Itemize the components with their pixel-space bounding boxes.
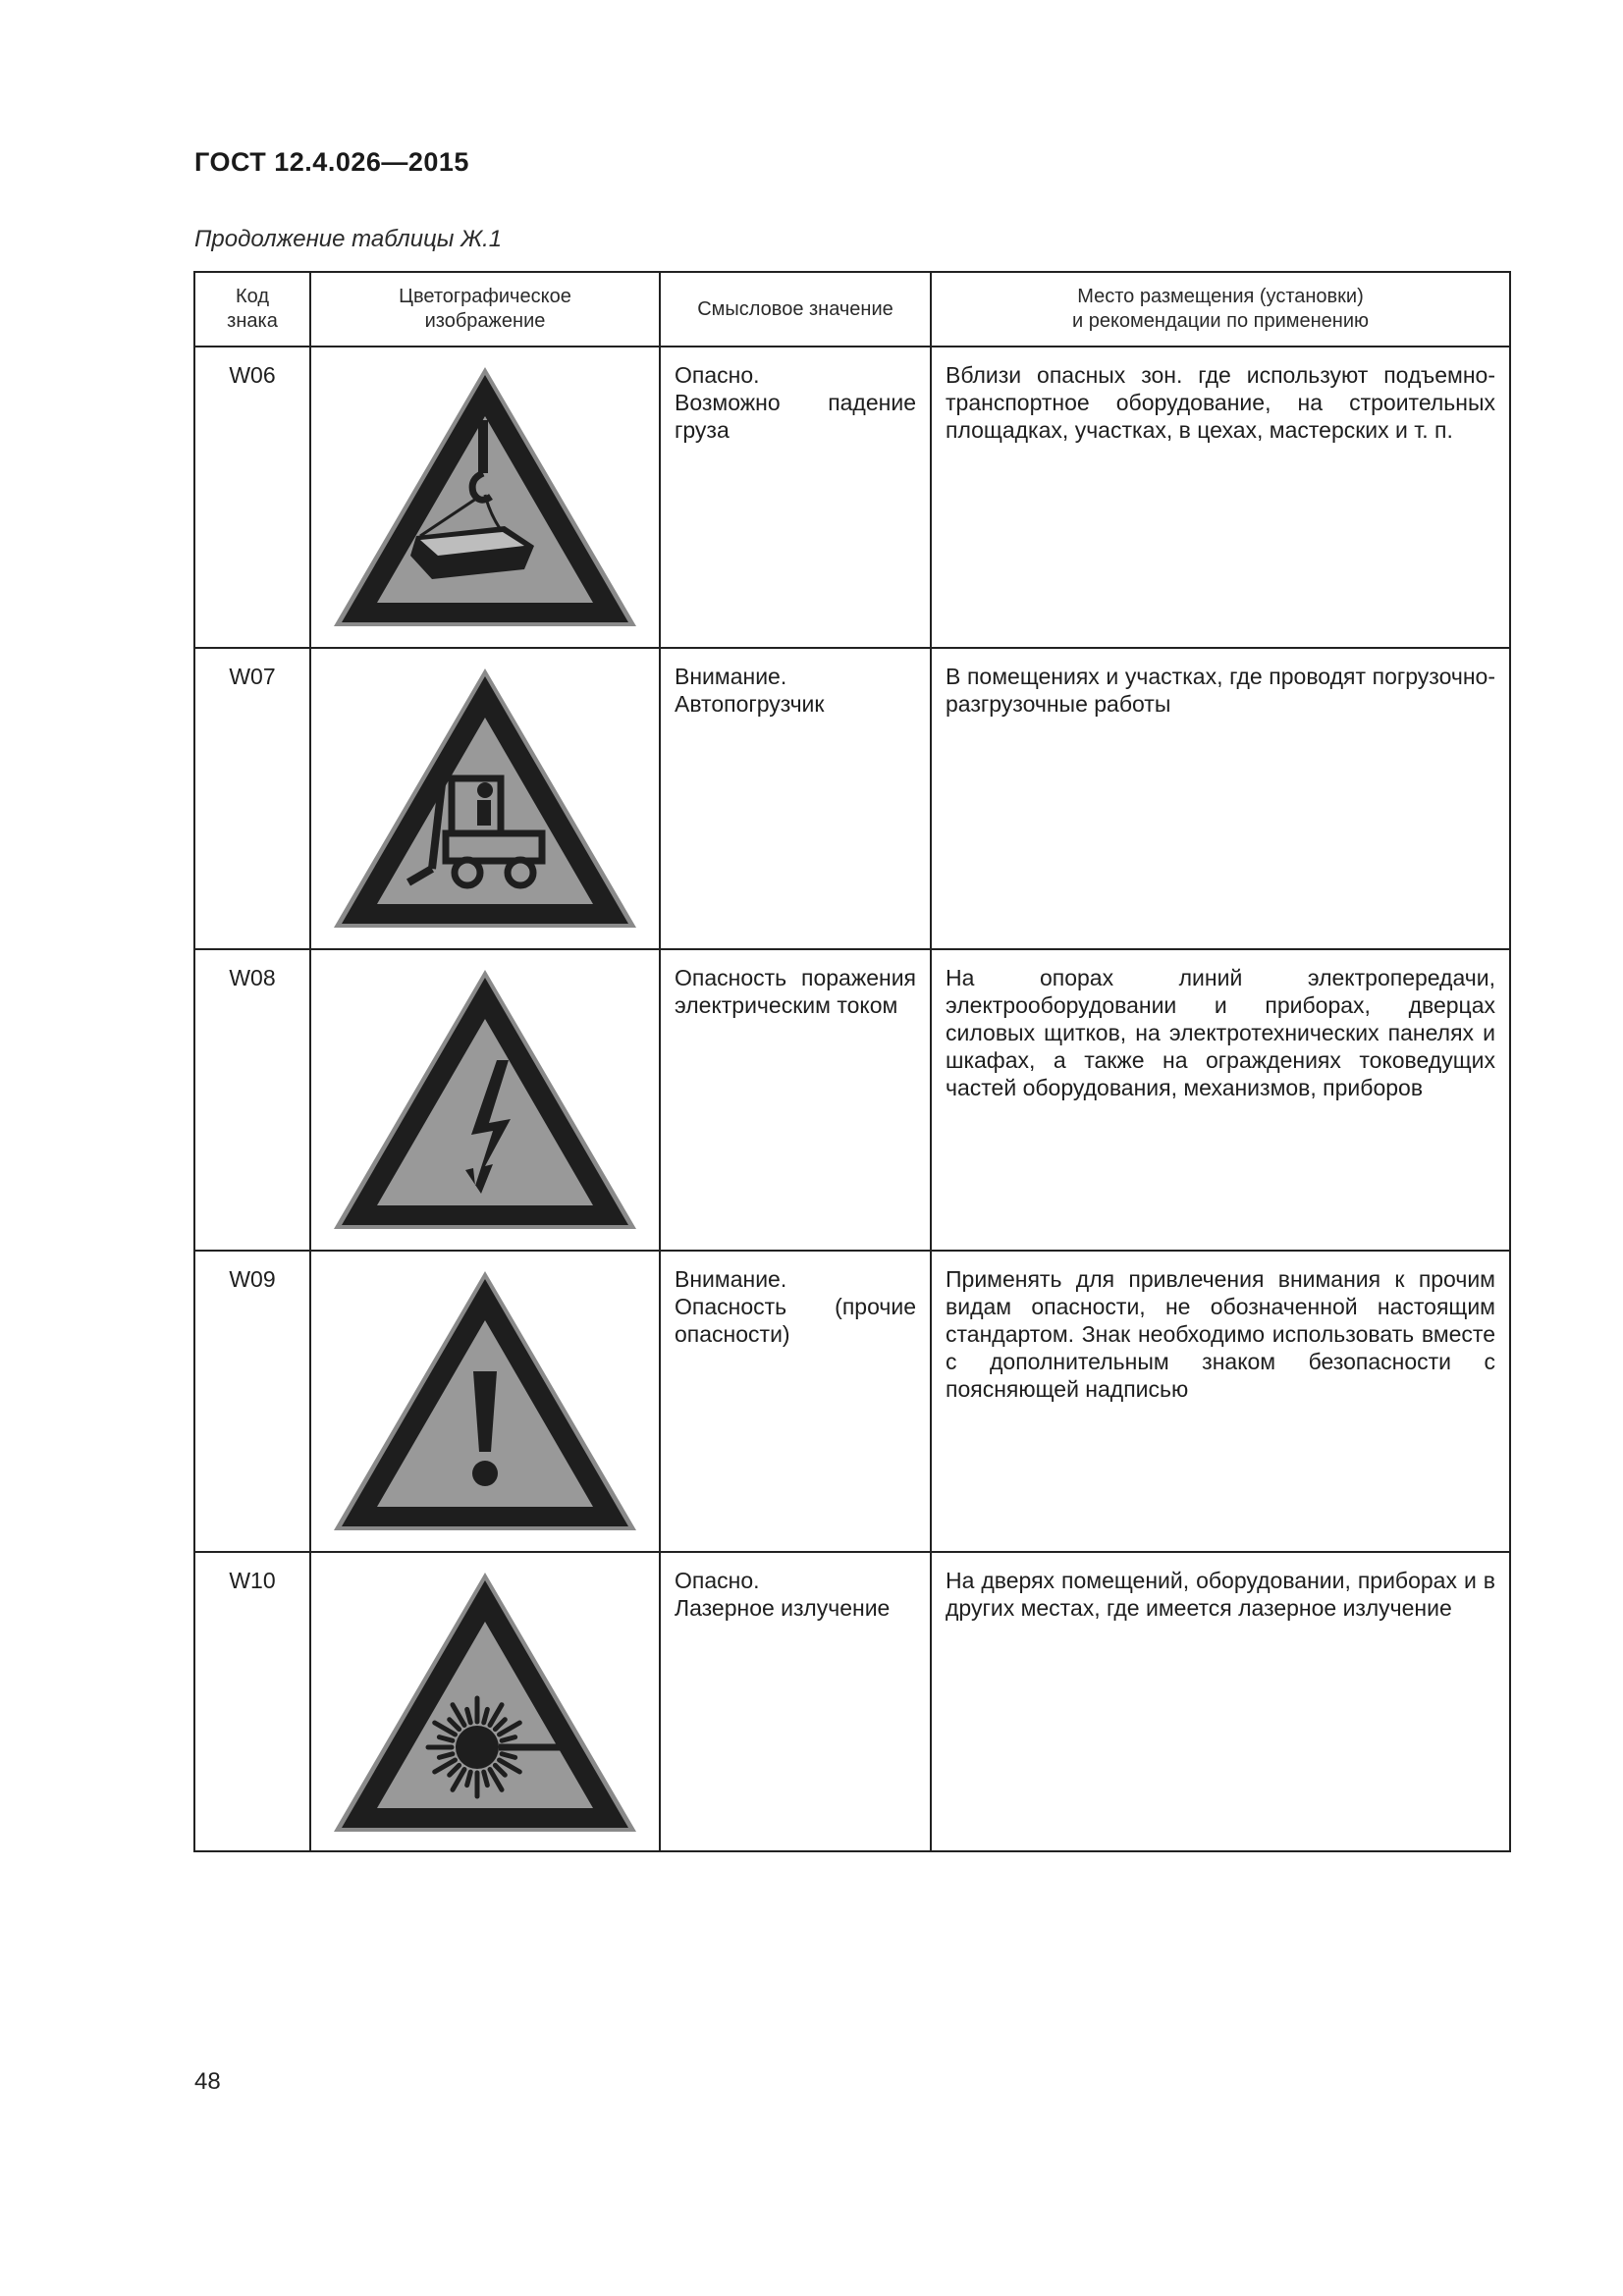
sign-image-cell bbox=[310, 1552, 660, 1851]
column-header-code-line-1: Код bbox=[235, 286, 269, 307]
sign-code: W06 bbox=[194, 347, 310, 648]
sign-image-cell bbox=[310, 949, 660, 1251]
table-header-row bbox=[194, 272, 1510, 347]
sign-meaning bbox=[660, 347, 931, 648]
table-row bbox=[194, 347, 1510, 648]
column-header-meaning bbox=[660, 272, 931, 347]
column-header-image-line-1: Цветографическое bbox=[399, 286, 571, 307]
column-header-placement-line-2: и рекомендации по применению bbox=[1071, 310, 1370, 332]
sign-placement: В помещениях и участках, где проводят погрузочно-разгрузочные работы bbox=[931, 648, 1510, 949]
meaning-line: Автопогрузчик bbox=[675, 691, 825, 717]
sign-image-cell bbox=[310, 648, 660, 949]
document-header: ГОСТ 12.4.026—2015 bbox=[194, 147, 469, 177]
exclamation-icon bbox=[328, 1263, 642, 1538]
column-header-placement-line-1: Место размещения (установки) bbox=[1077, 286, 1364, 307]
meaning-line: Внимание. bbox=[675, 1266, 787, 1292]
column-header-code bbox=[194, 272, 310, 347]
sign-placement: Применять для привлечения внимания к прочим видам опасности, не обозначенной настоящим стандартом. Знак необходимо использовать вместе с дополнительным знаком безопасности с поясняющей надписью bbox=[931, 1251, 1510, 1552]
sign-meaning bbox=[660, 648, 931, 949]
sign-placement: На опорах линий электропередачи, электрооборудовании и приборах, дверцах силовых щитков, на электротехнических панелях и шкафах, а также на ограждениях токоведущих частей оборудования, механизмов, приборов bbox=[931, 949, 1510, 1251]
table-row bbox=[194, 1251, 1510, 1552]
meaning-line: Опасность (прочие опасности) bbox=[675, 1294, 916, 1347]
sign-code: W08 bbox=[194, 949, 310, 1251]
column-header-meaning-line-1: Смысловое значение bbox=[697, 297, 893, 320]
falling-load-icon bbox=[328, 359, 642, 634]
page-number: 48 bbox=[194, 2068, 221, 2095]
laser-radiation-icon bbox=[328, 1565, 642, 1840]
meaning-line: Опасность поражения электрическим током bbox=[675, 965, 916, 1018]
sign-meaning bbox=[660, 949, 931, 1251]
sign-code: W10 bbox=[194, 1552, 310, 1851]
sign-image-cell bbox=[310, 1251, 660, 1552]
table-row bbox=[194, 949, 1510, 1251]
meaning-line: Опасно. bbox=[675, 362, 760, 388]
column-header-image bbox=[310, 272, 660, 347]
sign-code: W07 bbox=[194, 648, 310, 949]
table-caption: Продолжение таблицы Ж.1 bbox=[194, 226, 503, 252]
table-row bbox=[194, 648, 1510, 949]
sign-placement: Вблизи опасных зон. где используют подъемно-транспортное оборудование, на строительных площадках, участках, в цехах, мастерских и т. п. bbox=[931, 347, 1510, 648]
table-row bbox=[194, 1552, 1510, 1851]
safety-signs-table bbox=[193, 271, 1511, 1852]
sign-image-cell bbox=[310, 347, 660, 648]
column-header-code-line-2: знака bbox=[227, 310, 278, 332]
sign-meaning bbox=[660, 1251, 931, 1552]
sign-placement: На дверях помещений, оборудовании, приборах и в других местах, где имеется лазерное излучение bbox=[931, 1552, 1510, 1851]
meaning-line: Опасно. bbox=[675, 1568, 760, 1593]
column-header-placement bbox=[931, 272, 1510, 347]
sign-meaning bbox=[660, 1552, 931, 1851]
meaning-line: Лазерное излучение bbox=[675, 1595, 891, 1621]
forklift-icon bbox=[328, 661, 642, 935]
meaning-line: Внимание. bbox=[675, 664, 787, 689]
column-header-image-line-2: изображение bbox=[424, 310, 546, 332]
meaning-line: Возможно падение груза bbox=[675, 390, 916, 443]
sign-code: W09 bbox=[194, 1251, 310, 1552]
electric-shock-icon bbox=[328, 962, 642, 1237]
